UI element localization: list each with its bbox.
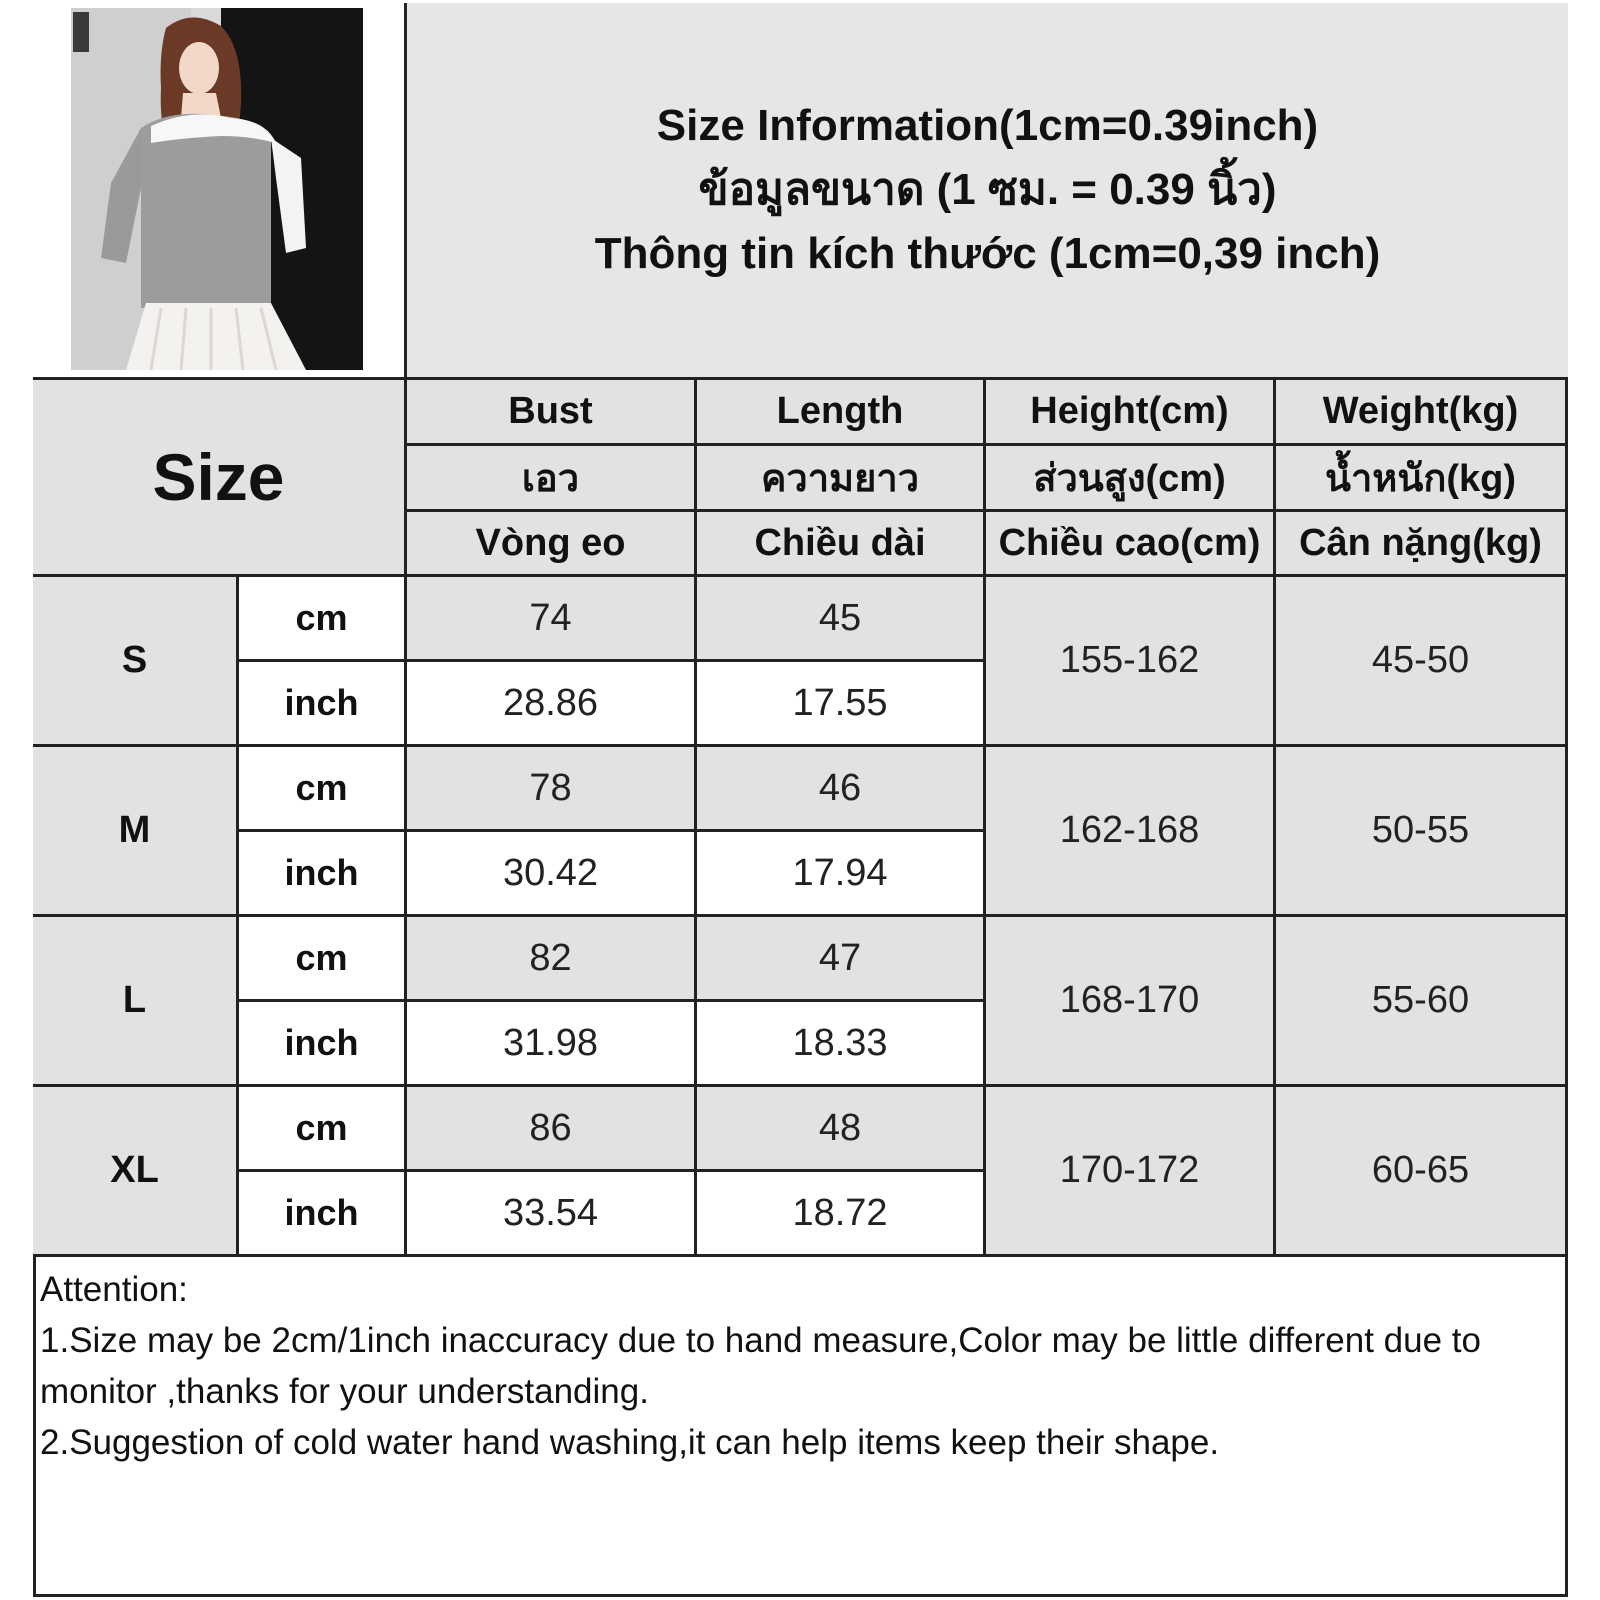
col-length-th: ความยาว [697, 446, 986, 512]
row-size-label: L [33, 917, 239, 1087]
col-length-en: Length [697, 380, 986, 446]
bust-cm: 86 [407, 1087, 697, 1172]
product-photo-cell [33, 3, 407, 380]
col-bust-en: Bust [407, 380, 697, 446]
unit-cm: cm [239, 747, 407, 832]
bust-cm: 78 [407, 747, 697, 832]
notes-line-1: 1.Size may be 2cm/1inch inaccuracy due to hand measure,Color may be little different due to monitor ,thanks for your understanding. [40, 1321, 1481, 1411]
bust-cm: 82 [407, 917, 697, 1002]
col-bust-vi: Vòng eo [407, 512, 697, 577]
length-inch: 18.33 [697, 1002, 986, 1087]
weight-range: 45-50 [1276, 577, 1568, 747]
col-height-th: ส่วนสูง(cm) [986, 446, 1276, 512]
product-photo [71, 8, 363, 370]
title-thai: ข้อมูลขนาด (1 ซม. = 0.39 นิ้ว) [698, 165, 1277, 214]
col-weight-th: น้ำหนัก(kg) [1276, 446, 1568, 512]
bust-inch: 33.54 [407, 1172, 697, 1257]
length-cm: 47 [697, 917, 986, 1002]
col-weight-en: Weight(kg) [1276, 380, 1568, 446]
length-inch: 17.55 [697, 662, 986, 747]
length-cm: 45 [697, 577, 986, 662]
length-cm: 46 [697, 747, 986, 832]
height-range: 170-172 [986, 1087, 1276, 1257]
unit-inch: inch [239, 1172, 407, 1257]
unit-cm: cm [239, 577, 407, 662]
col-height-vi: Chiều cao(cm) [986, 512, 1276, 577]
size-header: Size [33, 380, 407, 577]
row-size-label: M [33, 747, 239, 917]
length-cm: 48 [697, 1087, 986, 1172]
col-weight-vi: Cân nặng(kg) [1276, 512, 1568, 577]
notes-heading: Attention: [40, 1270, 188, 1309]
unit-cm: cm [239, 1087, 407, 1172]
model-illustration [71, 8, 363, 370]
notes-line-2: 2.Suggestion of cold water hand washing,it can help items keep their shape. [40, 1423, 1220, 1462]
weight-range: 55-60 [1276, 917, 1568, 1087]
bust-cm: 74 [407, 577, 697, 662]
col-height-en: Height(cm) [986, 380, 1276, 446]
unit-cm: cm [239, 917, 407, 1002]
height-range: 155-162 [986, 577, 1276, 747]
length-inch: 17.94 [697, 832, 986, 917]
height-range: 162-168 [986, 747, 1276, 917]
bust-inch: 31.98 [407, 1002, 697, 1087]
col-length-vi: Chiều dài [697, 512, 986, 577]
unit-inch: inch [239, 832, 407, 917]
row-size-label: S [33, 577, 239, 747]
bust-inch: 28.86 [407, 662, 697, 747]
weight-range: 60-65 [1276, 1087, 1568, 1257]
title-cell [407, 3, 1568, 380]
col-bust-th: เอว [407, 446, 697, 512]
bust-inch: 30.42 [407, 832, 697, 917]
title-vietnamese: Thông tin kích thước (1cm=0,39 inch) [594, 229, 1381, 278]
size-table [33, 380, 1568, 1257]
weight-range: 50-55 [1276, 747, 1568, 917]
row-size-label: XL [33, 1087, 239, 1257]
length-inch: 18.72 [697, 1172, 986, 1257]
unit-inch: inch [239, 662, 407, 747]
title-english: Size Information(1cm=0.39inch) [656, 101, 1319, 150]
unit-inch: inch [239, 1002, 407, 1087]
attention-notes [40, 1264, 1555, 1468]
height-range: 168-170 [986, 917, 1276, 1087]
